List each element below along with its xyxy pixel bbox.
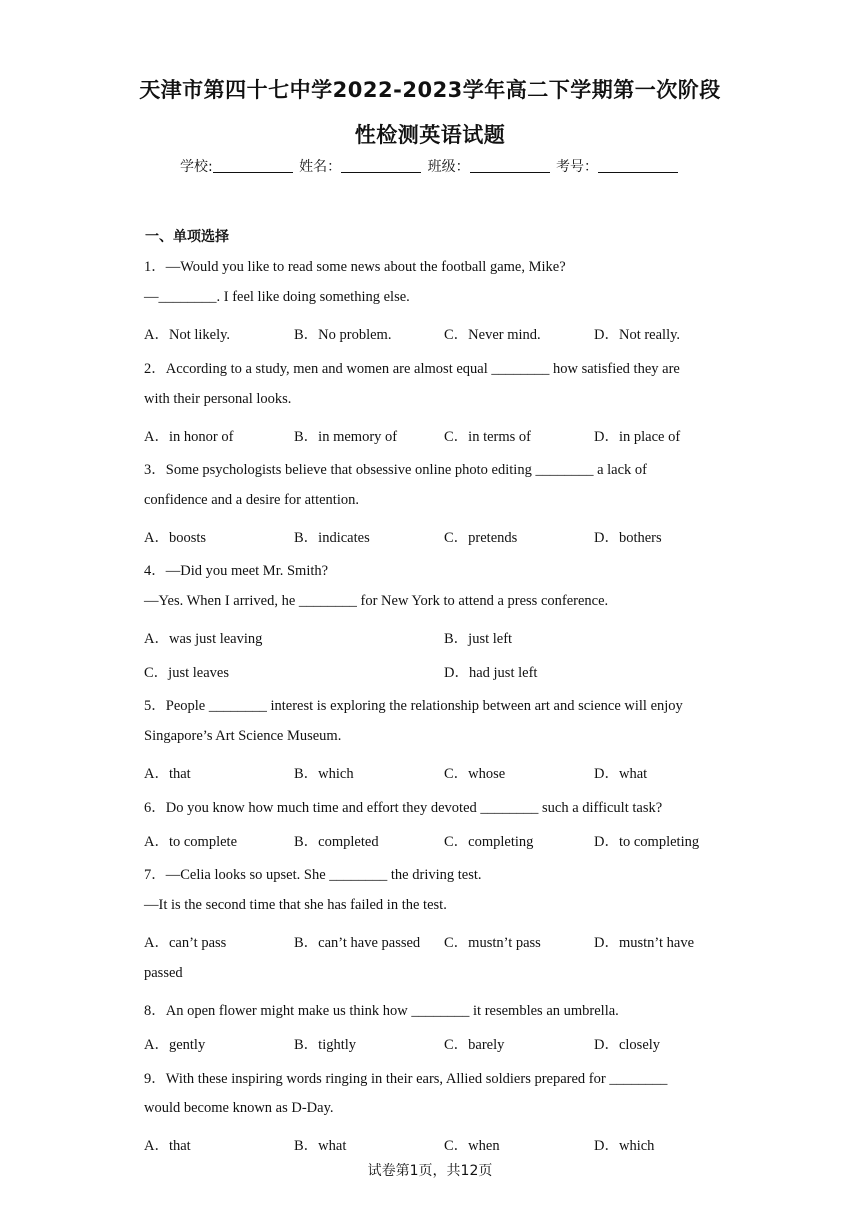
class-label: 班级： — [427, 159, 470, 175]
question-1-option-c: C．Never mind. — [444, 327, 541, 343]
question-9-line-2: would become known as D-Day. — [144, 1100, 334, 1116]
question-3-line-1: 3．Some psychologists believe that obsessive online photo editing ________ a lack of — [144, 462, 647, 478]
question-9-option-b: B．what — [294, 1138, 347, 1154]
question-1-option-a: A．Not likely. — [144, 327, 231, 343]
question-6-option-a: A．to complete — [144, 834, 238, 850]
question-6-option-c: C．completing — [444, 834, 534, 850]
question-7-option-d-continued: passed — [144, 965, 183, 981]
question-2-line-2: with their personal looks. — [144, 391, 292, 407]
question-2-option-a: A．in honor of — [144, 429, 234, 445]
question-4-option-a: A．was just leaving — [144, 631, 263, 647]
question-2-line-1: 2．According to a study, men and women are almost equal ________ how satisfied they are — [144, 361, 680, 377]
question-8-line-1: 8．An open flower might make us think how ________ it resembles an umbrella. — [144, 1003, 619, 1019]
question-4-option-d: D．had just left — [444, 665, 538, 681]
question-5-line-2: Singapore’s Art Science Museum. — [144, 728, 342, 744]
question-8-option-d: D．closely — [594, 1037, 661, 1053]
school-label: 学校: — [179, 159, 213, 175]
question-4-line-2: —Yes. When I arrived, he ________ for New York to attend a press conference. — [144, 593, 609, 609]
name-blank — [341, 158, 421, 173]
question-8-option-b: B．tightly — [294, 1037, 357, 1053]
exam-number-label: 考号： — [556, 159, 599, 175]
question-7-line-1: 7．—Celia looks so upset. She ________ the driving test. — [144, 867, 482, 883]
question-2-option-c: C．in terms of — [444, 429, 531, 445]
question-9-option-a: A．that — [144, 1138, 191, 1154]
question-9-option-d: D．which — [594, 1138, 655, 1154]
question-5-line-1: 5．People ________ interest is exploring the relationship between art and science will enjoy — [144, 698, 683, 714]
question-8-option-c: C．barely — [444, 1037, 505, 1053]
question-4-option-b: B．just left — [444, 631, 513, 647]
question-3-line-2: confidence and a desire for attention. — [144, 492, 359, 508]
question-4-option-c: C．just leaves — [144, 665, 229, 681]
question-7-option-d: D．mustn’t have — [594, 935, 695, 951]
question-7-option-a: A．can’t pass — [144, 935, 227, 951]
question-6-line-1: 6．Do you know how much time and effort they devoted ________ such a difficult task? — [144, 800, 663, 816]
question-1-option-d: D．Not really. — [594, 327, 681, 343]
page-footer: 试卷第1页，共12页 — [367, 1163, 493, 1179]
question-1-line-2: —________. I feel like doing something else. — [144, 289, 410, 305]
exam-number-blank — [598, 158, 678, 173]
question-5-option-d: D．what — [594, 766, 648, 782]
exam-title-line1: 天津市第四十七中学2022-2023学年高二下学期第一次阶段 — [139, 78, 721, 102]
question-2-option-b: B．in memory of — [294, 429, 398, 445]
question-5-option-b: B．which — [294, 766, 354, 782]
question-3-option-a: A．boosts — [144, 530, 207, 546]
question-9-line-1: 9．With these inspiring words ringing in their ears, Allied soldiers prepared for ________ — [144, 1071, 668, 1087]
question-5-option-c: C．whose — [444, 766, 506, 782]
school-blank — [213, 158, 293, 173]
class-blank — [470, 158, 550, 173]
question-5-option-a: A．that — [144, 766, 191, 782]
section-title: 一、单项选择 — [145, 229, 229, 245]
question-3-option-b: B．indicates — [294, 530, 370, 546]
question-3-option-d: D．bothers — [594, 530, 662, 546]
question-1-line-1: 1．—Would you like to read some news about the football game, Mike? — [144, 259, 566, 275]
student-info-row — [0, 156, 860, 176]
question-7-line-2: —It is the second time that she has failed in the test. — [144, 897, 447, 913]
question-7-option-b: B．can’t have passed — [294, 935, 421, 951]
question-9-option-c: C．when — [444, 1138, 500, 1154]
question-8-option-a: A．gently — [144, 1037, 206, 1053]
question-1-option-b: B．No problem. — [294, 327, 392, 343]
question-6-option-d: D．to completing — [594, 834, 700, 850]
name-label: 姓名： — [299, 159, 342, 175]
exam-title-line2: 性检测英语试题 — [354, 123, 506, 147]
question-6-option-b: B．completed — [294, 834, 379, 850]
question-3-option-c: C．pretends — [444, 530, 518, 546]
question-4-line-1: 4．—Did you meet Mr. Smith? — [144, 563, 329, 579]
question-2-option-d: D．in place of — [594, 429, 681, 445]
question-7-option-c: C．mustn’t pass — [444, 935, 541, 951]
